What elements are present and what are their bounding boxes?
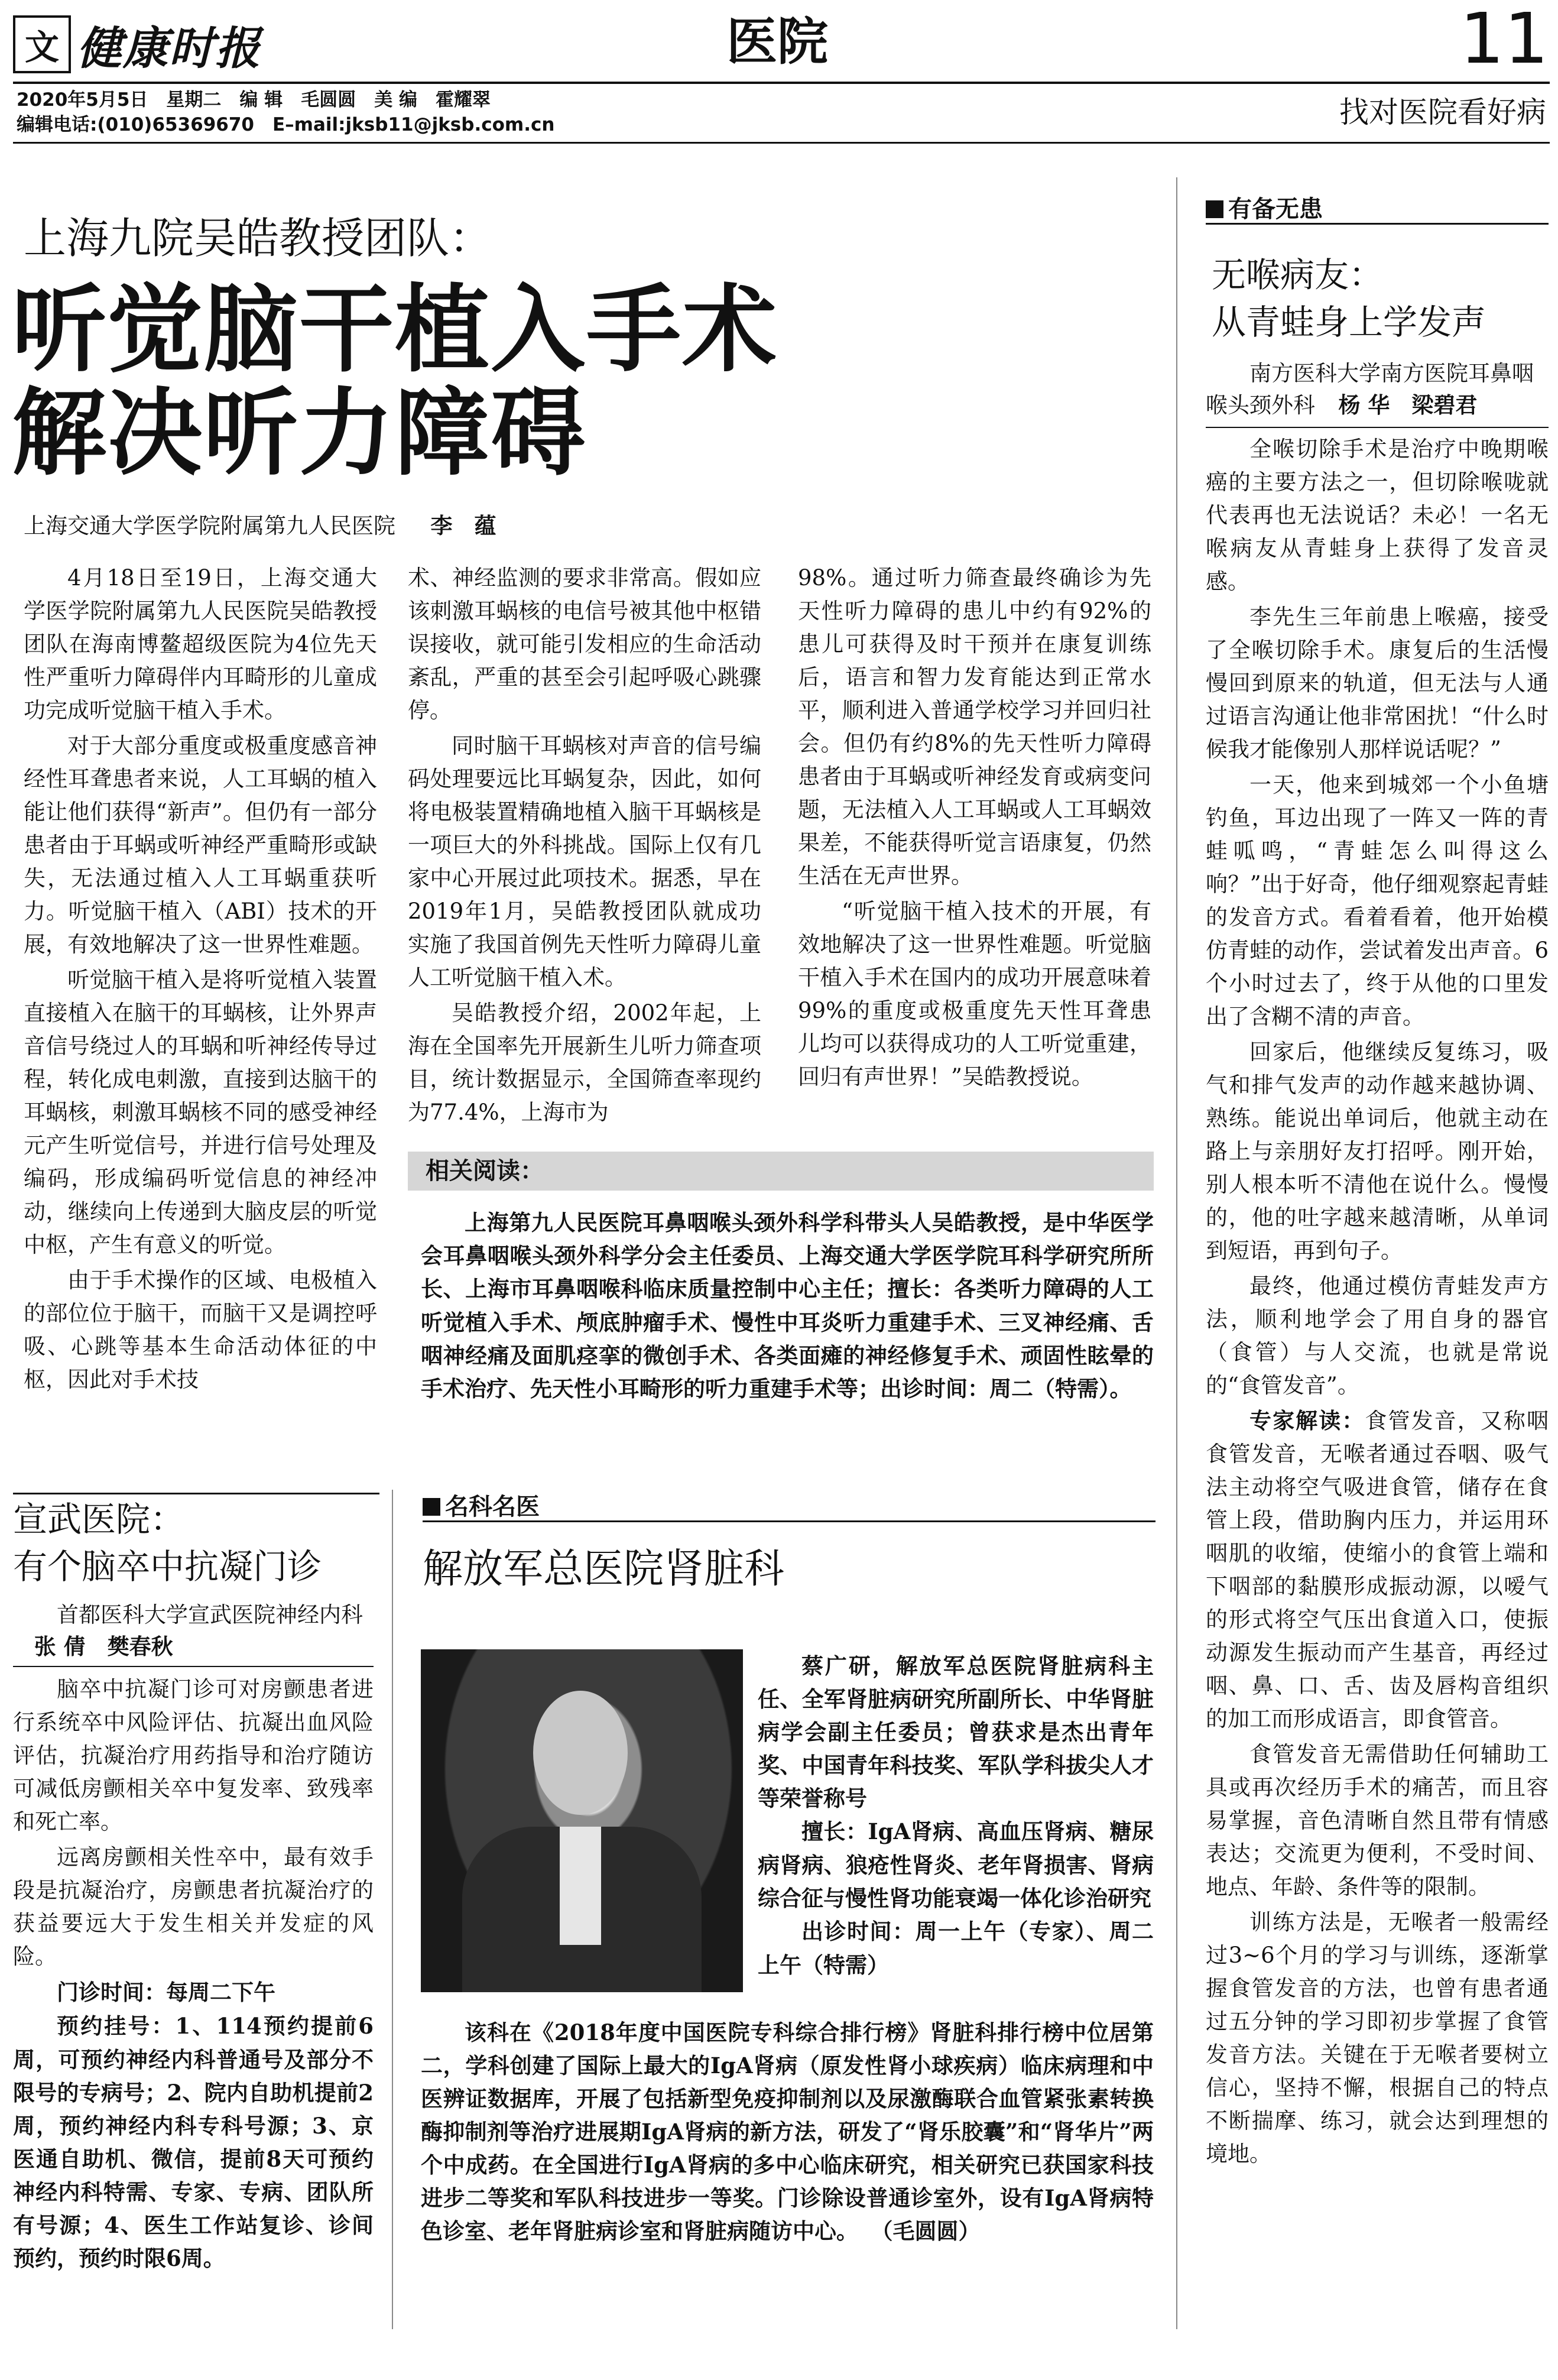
section-square-icon bbox=[423, 1498, 440, 1516]
page-number: 11 bbox=[1459, 0, 1549, 79]
main-col3-para: 98%。通过听力筛查最终确诊为先天性听力障碍的患儿中约有92%的患儿可获得及时干预并在康复训练后，语言和智力发育能达到正常水平，顺利进入普通学校学习并回归社会。但仍有约8%的先天性听力障碍患者由于耳蜗或听神经发育或病变问题，无法植入人工耳蜗或人工耳蜗效果差，不能获得听觉言语康复，仍然生活在无声世界。 bbox=[798, 565, 1151, 889]
main-headline bbox=[12, 274, 1182, 488]
youbei-para: 全喉切除手术是治疗中晚期喉癌的主要方法之一，但切除喉咙就代表再也无法说话？未必！一名无喉病友从青蛙身上获得了发音灵感。 bbox=[1206, 436, 1549, 594]
related-time-text: 周二（特需）。 bbox=[989, 1376, 1132, 1402]
main-col-2 bbox=[408, 562, 761, 1131]
main-col2-para: 吴皓教授介绍，2002年起，上海在全国率先开展新生儿听力筛查项目，统计数据显示，全国筛查率现约为77.4%，上海市为 bbox=[408, 1000, 761, 1125]
main-byline-org: 上海交通大学医学院附属第九人民医院 bbox=[24, 513, 395, 539]
header-info bbox=[17, 87, 903, 137]
main-byline bbox=[24, 511, 910, 541]
main-col1-para: 4月18日至19日，上海交通大学医学院附属第九人民医院吴皓教授团队在海南博鳌超级医院为4位先天性严重听力障碍伴内耳畸形的儿童成功完成听觉脑干植入手术。 bbox=[24, 565, 377, 723]
xuanwu-rule bbox=[13, 1493, 379, 1494]
logo-text: 健康时报 bbox=[77, 21, 261, 74]
xuanwu-booking-text: 1、114预约提前6周，可预约神经内科普通号及部分不限号的专病号；2、院内自助机提前2周，预约神经内科专科号源；3、京医通自助机、微信，提前8天可预约神经内科特需、专家、专病、团队所有号源；4、医生工作站复诊、诊间预约，预约时限6周。 bbox=[13, 2013, 374, 2271]
xuanwu-byline-rule bbox=[13, 1666, 374, 1667]
header-info-line2: 编辑电话:(010)65369670 E–mail:jksb11@jksb.com.cn bbox=[17, 114, 555, 135]
youbei-para: 回家后，他继续反复练习，吸气和排气发声的动作越来越协调、熟练。能说出单词后，他就主动在路上与亲朋好友打招呼。刚开始，别人根本听不清他在说什么。慢慢的，他的吐字越来越清晰，从单词到短语，再到句子。 bbox=[1206, 1039, 1549, 1263]
related-specialty-text: 各类听力障碍的人工听觉植入手术、颅底肿瘤手术、慢性中耳炎听力重建手术、三叉神经痛、舌咽神经痛及面肌痉挛的微创手术、各类面瘫的神经修复手术、顽固性眩晕的手术治疗、先天性小耳畸形的听力重建手术等； bbox=[421, 1276, 1154, 1402]
youbei-body bbox=[1206, 433, 1549, 2173]
xuanwu-title-line2: 有个脑卒中抗凝门诊 bbox=[13, 1546, 322, 1587]
column-divider bbox=[1176, 177, 1177, 2329]
youbei-byline-org: 南方医科大学南方医院耳鼻咽喉头颈外科 bbox=[1206, 361, 1534, 418]
doctor-photo bbox=[421, 1649, 743, 1992]
related-specialty-label: 擅长： bbox=[887, 1276, 955, 1302]
youbei-para: 最终，他通过模仿青蛙发声方法，顺利地学会了用自身的器官（食管）与人交流，也就是常说的“食管发音”。 bbox=[1206, 1273, 1549, 1398]
main-col2-para: 同时脑干耳蜗核对声音的信号编码处理要远比耳蜗复杂，因此，如何将电极装置精确地植入脑干耳蜗核是一项巨大的外科挑战。国际上仅有几家中心开展过此项技术。据悉，早在2019年1月，吴皓教授团队就成功实施了我国首例先天性听力障碍儿童人工听觉脑干植入术。 bbox=[408, 733, 761, 990]
main-col1-para: 听觉脑干植入是将听觉植入装置直接植入在脑干的耳蜗核，让外界声音信号绕过人的耳蜗和听神经传导过程，转化成电刺激，直接到达脑干的耳蜗核，刺激耳蜗核不同的感受神经元产生听觉信号，并进行信号处理及编码，形成编码听觉信息的神经冲动，继续向上传递到大脑皮层的听觉中枢，产生有意义的听觉。 bbox=[24, 967, 377, 1257]
doctor-photo-collar bbox=[560, 1827, 601, 1945]
mingke-time-label: 出诊时间： bbox=[801, 1919, 916, 1944]
xuanwu-para: 脑卒中抗凝门诊可对房颤患者进行系统卒中风险评估、抗凝出血风险评估，抗凝治疗用药指导和治疗随访可减低房颤相关卒中复发率、致残率和死亡率。 bbox=[13, 1677, 374, 1834]
main-col1-para: 由于手术操作的区域、电极植入的部位位于脑干，而脑干又是调控呼吸、心跳等基本生命活动体征的中枢，因此对手术技 bbox=[24, 1267, 377, 1392]
youbei-para: 食管发音无需借助任何辅助工具或再次经历手术的痛苦，而且容易掌握，音色清晰自然且带有情感表达；交流更为便利，不受时间、地点、年龄、条件等的限制。 bbox=[1206, 1742, 1549, 1899]
xuanwu-booking-label: 预约挂号： bbox=[57, 2013, 176, 2039]
doctor-photo-head bbox=[533, 1691, 628, 1815]
xuanwu-clinic-text: 每周二下午 bbox=[166, 1979, 275, 2005]
main-kicker: 上海九院吴皓教授团队： bbox=[24, 213, 492, 263]
youbei-title-line1: 无喉病友： bbox=[1212, 255, 1384, 295]
youbei-expert-text: 食管发音，又称咽食管发音，无喉者通过吞咽、吸气法主动将空气吸进食管，储存在食管上段，借助胸内压力，并运用环咽肌的收缩，使缩小的食管上端和下咽部的黏膜形成振动源，以嗳气的形式将空气压出食道入口，使振动源发生振动而产生基音，再经过咽、鼻、口、舌、齿及唇构音组织的加工而形成语言，即食管音。 bbox=[1206, 1408, 1549, 1732]
xuanwu-byline-org: 首都医科大学宣武医院神经内科 bbox=[57, 1602, 363, 1627]
mingke-section-tag bbox=[423, 1493, 1155, 1522]
main-col-3 bbox=[798, 562, 1151, 1096]
xuanwu-clinic-label: 门诊时间： bbox=[57, 1980, 166, 2005]
main-col3-para: “听觉脑干植入技术的开展，有效地解决了这一世界性难题。听觉脑干植入手术在国内的成功开展意味着99%的重度或极重度先天性耳聋患儿均可以获得成功的人工听觉重建，回归有声世界！”吴皓教授说。 bbox=[798, 899, 1151, 1090]
main-col1-para: 对于大部分重度或极重度感音神经性耳聋患者来说，人工耳蜗的植入能让他们获得“新声”。但仍有一部分患者由于耳蜗或听神经严重畸形或缺失，无法通过植入人工耳蜗重获听力。听觉脑干植入（ABI）技术的开展，有效地解决了这一世界性难题。 bbox=[24, 733, 377, 957]
xuanwu-body bbox=[13, 1673, 374, 2275]
main-col-1 bbox=[24, 562, 377, 1399]
mingke-specialty-text: IgA肾病、高血压肾病、糖尿病肾病、狼疮性肾炎、老年肾损害、肾病综合征与慢性肾功能衰竭一体化诊治研究 bbox=[758, 1818, 1154, 1911]
mingke-body-text: 该科在《2018年度中国医院专科综合排行榜》肾脏科排行榜中位居第二，学科创建了国际上最大的IgA肾病（原发性肾小球疾病）临床病理和中医辨证数据库，开展了包括新型免疫抑制剂以及尿激酶联合血管紧张素转换酶抑制剂等治疗进展期IgA肾病的新方法，研发了“肾乐胶囊”和“肾华片”两个中成药。在全国进行IgA肾病的多中心临床研究，相关研究已获国家科技进步二等奖和军队科技进步一等奖。门诊除设普通诊室外，设有IgA肾病特色诊室、老年肾脏病诊室和肾脏病随访中心。 bbox=[421, 2019, 1154, 2244]
youbei-byline-authors: 杨 华 梁碧君 bbox=[1338, 393, 1478, 418]
header-info-line1: 2020年5月5日 星期二 编 辑 毛圆圆 美 编 霍耀翠 bbox=[17, 89, 491, 111]
youbei-para: 训练方法是，无喉者一般需经过3~6个月的学习与训练，逐渐掌握食管发音的方法，也曾有患者通过五分钟的学习即初步掌握了食管发音方法。关键在于无喉者要树立信心，坚持不懈，根据自己的特点不断揣摩、练习，就会达到理想的境地。 bbox=[1206, 1909, 1549, 2167]
header-rule-top bbox=[13, 82, 1550, 84]
youbei-section-label: 有备无患 bbox=[1228, 195, 1323, 223]
mingke-bio-block bbox=[758, 1649, 1154, 1982]
youbei-byline-rule bbox=[1206, 427, 1549, 428]
section-title: 医院 bbox=[726, 12, 828, 72]
related-reading-body bbox=[421, 1206, 1154, 1406]
xuanwu-title-line1: 宣武医院： bbox=[13, 1499, 185, 1539]
mingke-credit: （毛圆圆） bbox=[882, 2219, 981, 2244]
youbei-para: 一天，他来到城郊一个小鱼塘钓鱼，耳边出现了一阵又一阵的青蛙呱鸣，“青蛙怎么叫得这么响？”出于好奇，他仔细观察起青蛙的发音方式。看着看着，他开始模仿青蛙的动作，尝试着发出声音。6个小时过去了，终于从他的口里发出了含糊不清的声音。 bbox=[1206, 772, 1549, 1029]
related-reading-text: 上海第九人民医院耳鼻咽喉头颈外科学科带头人吴皓教授，是中华医学会耳鼻咽喉头颈外科学分会主任委员、上海交通大学医学院耳科学研究所所长、上海市耳鼻咽喉科临床质量控制中心主任； bbox=[421, 1210, 1154, 1302]
section-square-icon bbox=[1206, 200, 1223, 218]
main-col2-para: 术、神经监测的要求非常高。假如应该刺激耳蜗核的电信号被其他中枢错误接收，就可能引发相应的生命活动紊乱，严重的甚至会引起呼吸心跳骤停。 bbox=[408, 565, 761, 723]
logo-mark-icon: 文 bbox=[13, 15, 71, 73]
xuanwu-title bbox=[13, 1496, 391, 1590]
masthead-logo bbox=[13, 12, 261, 77]
youbei-title bbox=[1212, 251, 1554, 346]
related-reading-label: 相关阅读： bbox=[426, 1157, 544, 1185]
related-reading-bar bbox=[408, 1152, 1154, 1191]
main-headline-line1: 听觉脑干植入手术 bbox=[12, 274, 778, 385]
xuanwu-byline bbox=[13, 1599, 374, 1663]
youbei-section-tag bbox=[1206, 195, 1549, 225]
main-headline-line2: 解决听力障碍 bbox=[12, 377, 587, 488]
mingke-specialty-label: 擅长： bbox=[801, 1819, 868, 1844]
header-rule-bottom bbox=[13, 142, 1550, 144]
mingke-body bbox=[421, 2016, 1154, 2248]
xuanwu-byline-authors: 张 倩 樊春秋 bbox=[34, 1634, 173, 1659]
main-byline-author: 李 蕴 bbox=[430, 513, 496, 539]
youbei-para: 李先生三年前患上喉癌，接受了全喉切除手术。康复后的生活慢慢回到原来的轨道，但无法与人通过语言沟通让他非常困扰！“什么时候我才能像别人那样说话呢？” bbox=[1206, 604, 1549, 762]
xuanwu-para: 远离房颤相关性卒中，最有效手段是抗凝治疗，房颤患者抗凝治疗的获益要远大于发生相关并发症的风险。 bbox=[13, 1844, 374, 1969]
mingke-bio: 蔡广研，解放军总医院肾脏病科主任、全军肾脏病研究所副所长、中华肾脏病学会副主任委员；曾获求是杰出青年奖、中国青年科技奖、军队学科拔尖人才等荣誉称号 bbox=[758, 1653, 1154, 1811]
header-slogan: 找对医院看好病 bbox=[1339, 95, 1546, 129]
mingke-time-text: 周一上午（专家）、周二上午（特需） bbox=[758, 1918, 1154, 1978]
youbei-title-line2: 从青蛙身上学发声 bbox=[1212, 302, 1486, 342]
youbei-expert-label: 专家解读： bbox=[1249, 1408, 1365, 1434]
column-divider bbox=[392, 1490, 393, 2329]
mingke-section-label: 名科名医 bbox=[445, 1493, 540, 1520]
youbei-byline bbox=[1206, 358, 1549, 421]
mingke-title: 解放军总医院肾脏科 bbox=[423, 1546, 785, 1593]
related-time-label: 出诊时间： bbox=[880, 1376, 989, 1402]
